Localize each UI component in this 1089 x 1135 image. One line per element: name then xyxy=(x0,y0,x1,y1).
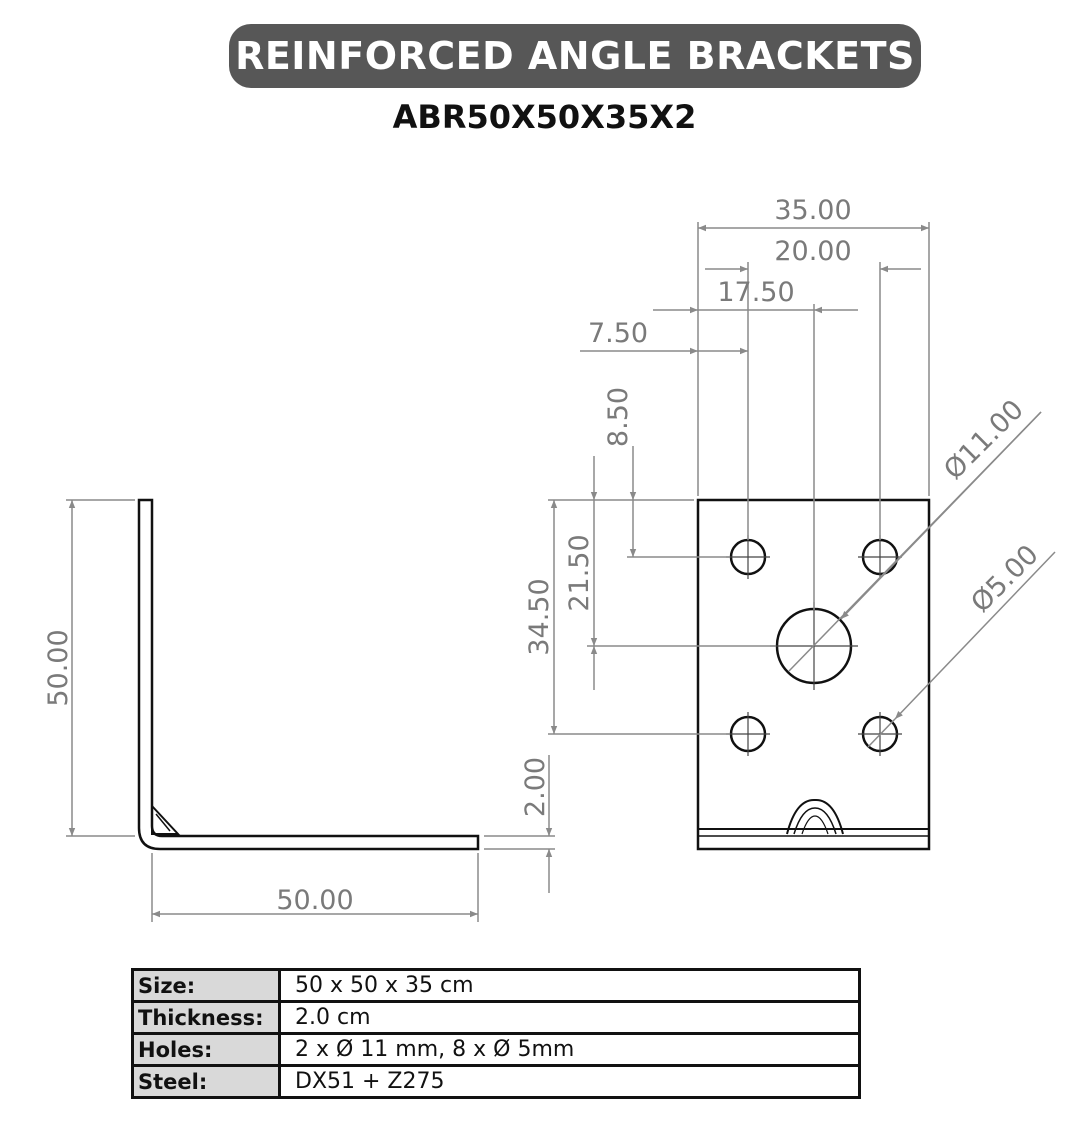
spec-value-size: 50 x 50 x 35 cm xyxy=(280,970,860,1002)
table-row xyxy=(133,1002,860,1034)
dim-large-hole-diameter: Ø11.00 xyxy=(938,394,1030,486)
model-code: ABR50X50X35X2 xyxy=(392,98,697,136)
front-view xyxy=(524,195,1055,849)
side-view xyxy=(43,500,555,922)
dim-edge-offset-y: 8.50 xyxy=(603,386,634,448)
spec-label-holes: Holes: xyxy=(133,1034,280,1066)
spec-value-thickness: 2.0 cm xyxy=(280,1002,860,1034)
dim-side-height: 50.00 xyxy=(43,629,74,707)
dim-center-offset-x: 17.50 xyxy=(717,277,795,308)
bracket-profile xyxy=(139,500,478,849)
spec-label-size: Size: xyxy=(133,970,280,1002)
spec-label-steel: Steel: xyxy=(133,1066,280,1098)
dim-hole-spacing-y: 34.50 xyxy=(524,578,555,656)
table-row xyxy=(133,1066,860,1098)
dim-side-length: 50.00 xyxy=(276,885,354,916)
table-row xyxy=(133,970,860,1002)
dim-edge-offset-x: 7.50 xyxy=(587,318,649,349)
dim-center-offset-y: 21.50 xyxy=(564,534,595,612)
spec-label-thickness: Thickness: xyxy=(133,1002,280,1034)
spec-value-holes: 2 x Ø 11 mm, 8 x Ø 5mm xyxy=(280,1034,860,1066)
table-row xyxy=(133,1034,860,1066)
dim-hole-spacing-x: 20.00 xyxy=(774,236,852,267)
title: REINFORCED ANGLE BRACKETS xyxy=(235,34,915,78)
rib-section xyxy=(152,806,178,834)
dim-thickness: 2.00 xyxy=(520,756,551,818)
specs-table xyxy=(131,968,861,1099)
spec-value-steel: DX51 + Z275 xyxy=(280,1066,860,1098)
dim-small-hole-diameter: Ø5.00 xyxy=(965,539,1045,619)
dim-width-total: 35.00 xyxy=(774,195,852,226)
